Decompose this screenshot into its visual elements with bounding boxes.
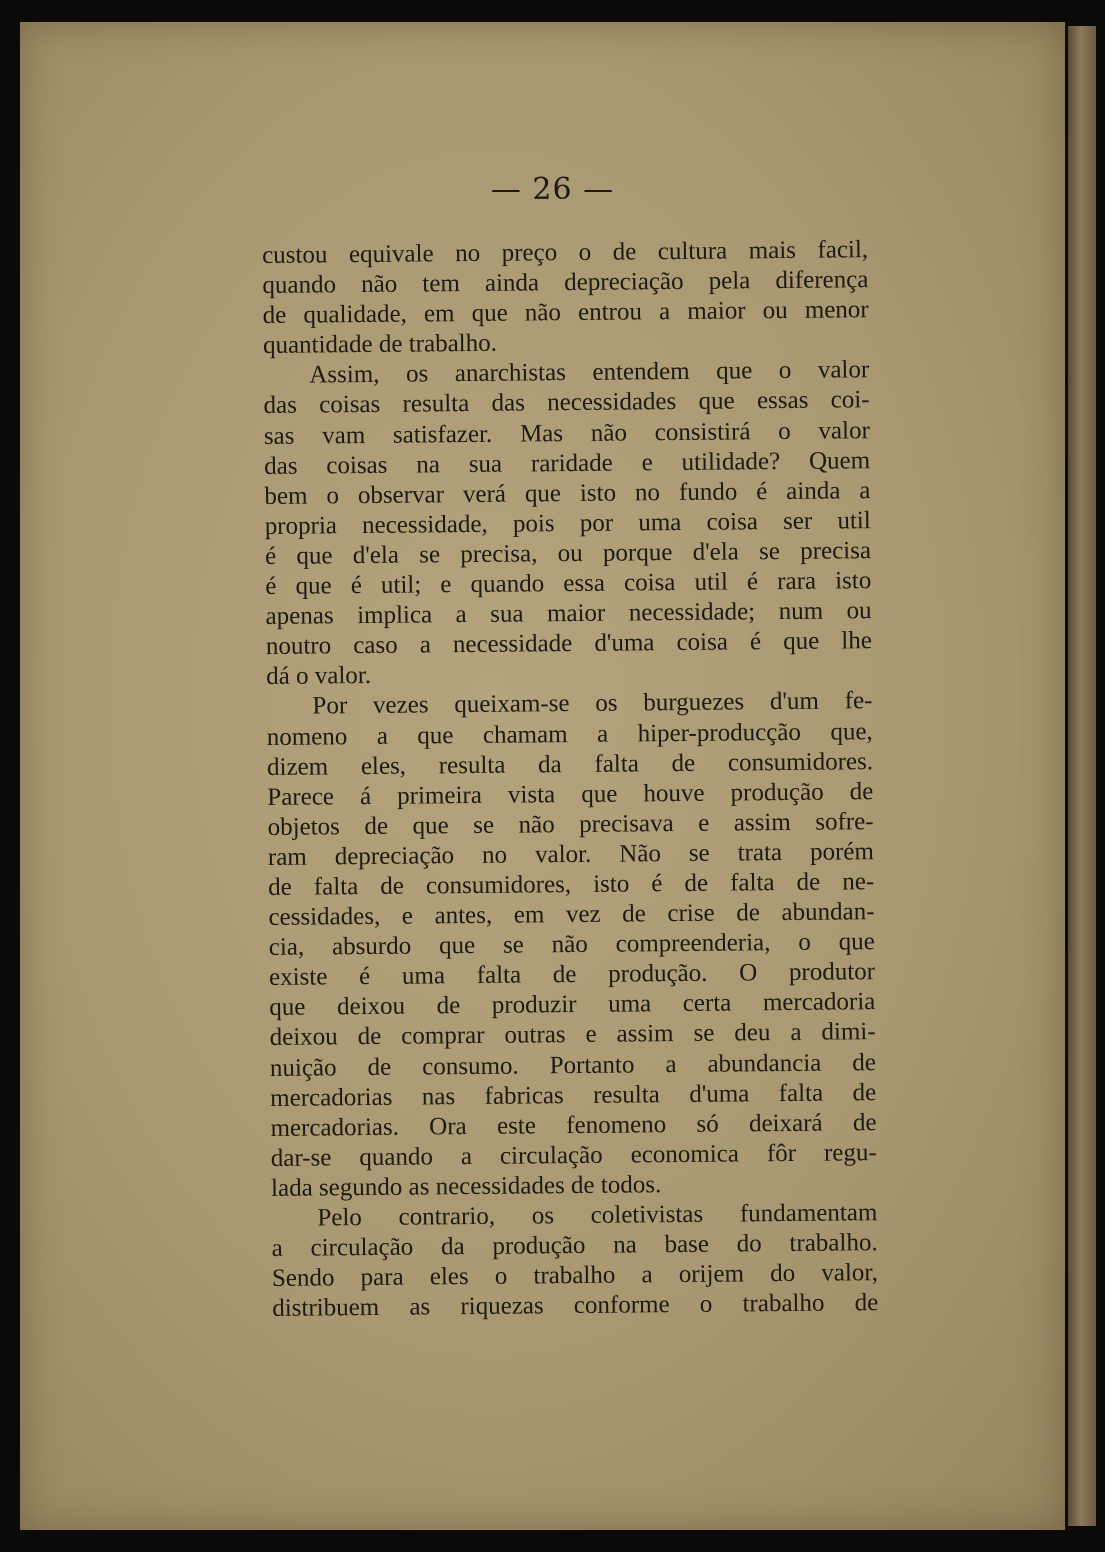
text-line: a circulação da produção na base do trabalho. — [271, 1229, 878, 1263]
text-line: ram depreciação no valor. Não se trata porém — [267, 838, 875, 871]
text-line: Sendo para eles o trabalho a orijem do valor, — [271, 1259, 879, 1293]
text-line: existe é uma falta de produção. O produtor — [268, 958, 876, 992]
text-line: apenas implica a sua maior necessidade; num ou — [265, 597, 872, 631]
text-line: quantidade de trabalho. — [262, 330, 498, 360]
text-line: Parece á primeira vista que houve produção de — [267, 777, 874, 811]
text-line: de qualidade, em que não entrou a maior ou menor — [262, 296, 869, 330]
body-text — [262, 235, 878, 1324]
text-line: é que é util; e quando essa coisa util é rara isto — [265, 567, 872, 601]
text-line: objetos de que se não precisava e assim sofre- — [267, 807, 874, 841]
text-line: deixou de comprar outras e assim se deu a dimi- — [269, 1018, 876, 1052]
text-line: dá o valor. — [266, 662, 372, 691]
text-line: cia, absurdo que se não compreenderia, o que — [268, 928, 875, 962]
text-line: propria necessidade, pois por uma coisa ser util — [264, 507, 871, 540]
text-line: de falta de consumidores, isto é de falta de ne- — [268, 868, 875, 901]
text-line: noutro caso a necessidade d'uma coisa é que lhe — [265, 627, 872, 661]
text-line: Por vezes queixam-se os burguezes d'um fe- — [312, 687, 873, 720]
text-line: sas vam satisfazer. Mas não consistirá o valor — [263, 416, 870, 450]
text-line: quando não tem ainda depreciação pela diferença — [262, 266, 869, 300]
text-line: nomeno a que chamam a hiper-producção que, — [266, 717, 873, 751]
page-number: — 26 — — [490, 172, 615, 207]
text-line: das coisas resulta das necessidades que essas coi- — [263, 386, 870, 420]
text-line: lada segundo as necessidades de todos. — [270, 1171, 662, 1202]
text-line: dizem eles, resulta da falta de consumidores. — [266, 747, 874, 781]
text-line: mercadorias. Ora este fenomeno só deixará de — [270, 1108, 877, 1142]
text-line: das coisas na sua raridade e utilidade? Quem — [264, 446, 871, 480]
text-line: Assim, os anarchistas entendem que o valor — [309, 356, 870, 389]
text-line: Pelo contrario, os coletivistas fundamentam — [317, 1199, 878, 1232]
text-line: que deixou de produzir uma certa mercadoria — [269, 988, 876, 1022]
adjacent-page-edge — [1068, 26, 1096, 1526]
text-line: custou equivale no preço o de cultura mais facil, — [262, 236, 869, 269]
text-line: nuição de consumo. Portanto a abundancia de — [269, 1048, 877, 1082]
text-line: cessidades, e antes, em vez de crise de abundan- — [268, 898, 875, 932]
text-line: é que d'ela se precisa, ou porque d'ela se precisa — [264, 537, 872, 570]
text-line: dar-se quando a circulação economica fôr regu- — [270, 1138, 877, 1172]
text-line: bem o observar verá que isto no fundo é ainda a — [264, 476, 871, 510]
text-line: distribuem as riquezas conforme o trabalho de — [272, 1289, 879, 1323]
text-line: mercadorias nas fabricas resulta d'uma falta de — [270, 1078, 877, 1112]
